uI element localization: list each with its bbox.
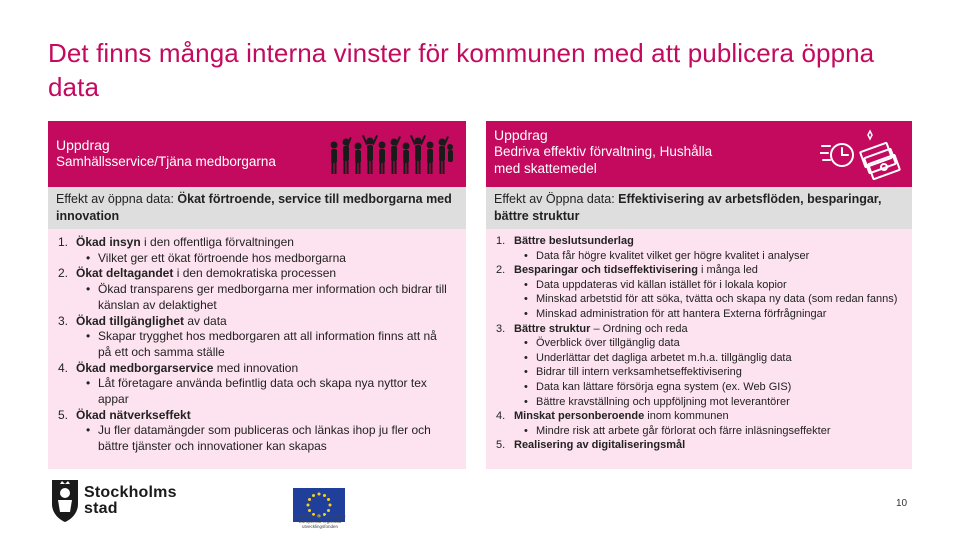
item-number: 3. [58,313,69,328]
eu-caption: EUROPEISKA UNIONEN Europeiska regionala utvecklingsfonden [294,514,346,529]
list-item [494,438,904,453]
item-rest: av data [184,313,227,328]
list-item [494,409,904,438]
left-effect [48,187,466,229]
item-number: 2. [58,266,69,281]
sub-item: • Bidrar till intern verksamhetseffektivisering [514,365,904,380]
sub-item: • Minskad arbetstid för att söka, tvätta och skapa ny data (som redan fanns) [514,292,904,307]
item-rest: i många led [698,264,758,277]
right-header [486,121,912,187]
logo-line1: Stockholms [84,484,177,501]
right-header-sub: Bedriva effektiv förvaltning, Hushålla med skattemedel [494,144,713,176]
item-bold: Besparingar och tidseffektivisering [514,264,698,277]
sub-item: • Vilket ger ett ökat förtroende hos medborgarna [76,251,458,267]
item-bold: Ökad tillgänglighet [76,313,185,328]
sub-item: • Underlättar det dagliga arbetet m.h.a. tillgänglig data [514,351,904,366]
sub-item: • Låt företagare använda befintlig data och skapa nya nyttor tex appar [76,376,458,407]
item-number: 1. [58,235,69,249]
sub-item: • Skapar trygghet hos medborgaren att all information finns att nå på ett och samma ställe [76,329,458,360]
sub-item: • Data kan lättare försörja egna system (ex. Web GIS) [514,380,904,395]
right-effect-prefix: Effekt av Öppna data: [494,192,619,206]
item-bold: Ökat deltagandet [76,266,174,281]
item-number: 4. [496,410,506,423]
sub-item: • Ökad transparens ger medborgarna mer information och bidrar till känslan av delaktighet [76,282,458,313]
list-item [56,361,458,408]
page-number: 10 [896,498,908,509]
list-item [56,408,458,455]
item-number: 3. [496,322,506,335]
sub-item: • Bättre kravställning och uppföljning mot leverantörer [514,395,904,410]
item-rest: inom kommunen [644,410,729,423]
list-item [494,322,904,410]
item-bold: Bättre struktur [514,322,591,335]
item-number: 5. [496,439,506,452]
left-header-label: Uppdrag [56,137,110,153]
item-number: 5. [58,407,69,422]
right-list [494,234,904,453]
left-header-sub: Samhällsservice/Tjäna medborgarna [56,154,276,169]
item-rest: – Ordning och reda [590,322,688,335]
sub-item: • Data uppdateras vid källan istället för i lokala kopior [514,278,904,293]
list-item [494,234,904,263]
clock-money-icon [820,129,902,181]
item-number: 4. [58,360,69,375]
list-item [494,263,904,321]
left-header [48,121,466,187]
page-title: Det finns många interna vinster för kommunen med att publicera öppna data [48,38,875,102]
item-bold: Ökad medborgarservice [76,360,214,375]
left-effect-prefix: Effekt av öppna data: [56,192,178,206]
logo-wordmark [84,485,177,517]
item-bold: Ökad insyn [76,235,141,249]
list-item [56,314,458,361]
crowd-icon [328,133,454,177]
left-effect-bold: Ökat förtroende, service till medborgarna med innovation [56,192,452,223]
sub-item: • Data får högre kvalitet vilket ger högre kvalitet i analyser [514,249,904,264]
right-column [486,121,912,469]
right-header-label: Uppdrag [494,127,548,143]
sub-item: • Minskad administration för att hantera Externa förfrågningar [514,307,904,322]
list-item [56,235,458,266]
left-list [56,235,458,455]
left-list-box [48,229,466,469]
item-bold: Minskat personberoende [514,410,645,423]
left-column [48,121,466,469]
list-item [56,266,458,313]
item-rest: i den offentliga förvaltningen [140,235,294,249]
item-bold: Ökad nätverkseffekt [76,407,191,422]
right-effect-bold: Effektivisering av arbetsflöden, besparingar, bättre struktur [494,192,882,223]
item-bold: Bättre beslutsunderlag [514,235,634,247]
logo-line2: stad [84,500,118,517]
right-list-box [486,229,912,469]
sub-item: • Överblick över tillgänglig data [514,336,904,351]
right-effect [486,187,912,229]
item-bold: Realisering av digitaliseringsmål [514,439,686,452]
item-number: 2. [496,264,506,277]
item-number: 1. [496,235,506,247]
sub-item: • Mindre risk att arbete går förlorat och färre inläsningseffekter [514,424,904,439]
item-rest: i den demokratiska processen [173,266,337,281]
sub-item: • Ju fler datamängder som publiceras och länkas ihop ju fler och bättre tjänster och innovationer kan skapas [76,423,458,454]
item-rest: med innovation [213,360,299,375]
